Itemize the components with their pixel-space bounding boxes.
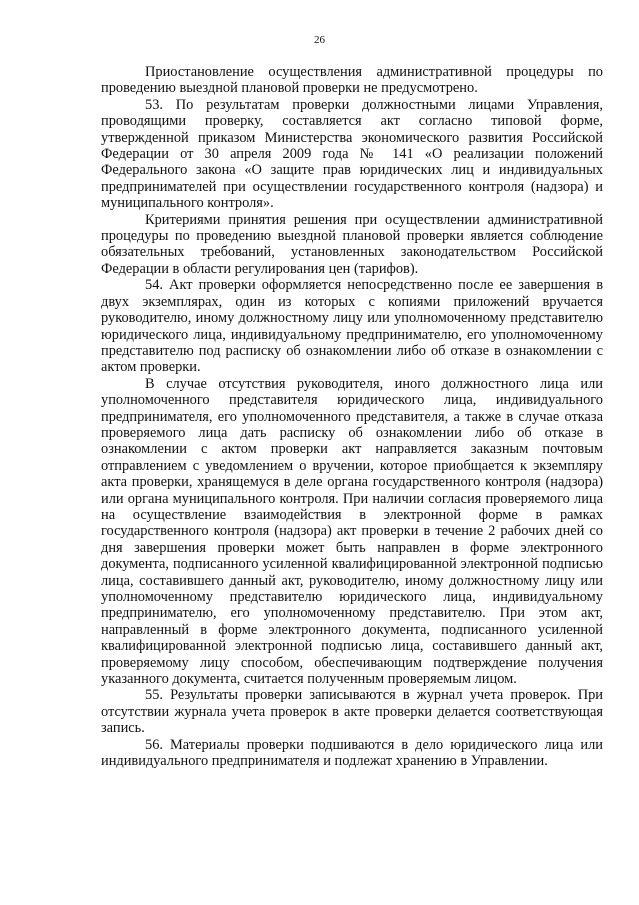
page-number: 26 — [314, 34, 325, 46]
paragraph: В случае отсутствия руководителя, иного должностного лица или уполномоченного представителя юридического лица, индивидуального предпринимателя, его уполномоченного представителя, а также в случае отказа проверяемого лица дать расписку об ознакомлении либо об отказе в ознакомлении с актом проверки акт направляется заказным почтовым отправлением с уведомлением о вручении, которое приобщается к экземпляру акта проверки, хранящемуся в деле органа государственного контроля (надзора) или органа муниципального контроля. При наличии согласия проверяемого лица на осуществление взаимодействия в электронной форме в рамках государственного контроля (надзора) акт проверки в течение 2 рабочих дней со дня завершения проверки может быть направлен в форме электронного документа, подписанного усиленной квалифицированной электронной подписью лица, составившего данный акт, руководителю, иному должностному лицу или уполномоченному представителю юридического лица, индивидуальному предпринимателю, его уполномоченному представителю. При этом акт, направленный в форме электронного документа, подписанного усиленной квалифицированной электронной подписью лица, составившего данный акт, проверяемому лицу способом, обеспечивающим подтверждение получения указанного документа, считается полученным проверяемым лицом. — [101, 375, 603, 688]
paragraph: Критериями принятия решения при осуществлении административной процедуры по проведению выездной плановой проверки является соблюдение обязательных требований, установленных законодательством Российской Федерации в области регулирования цен (тарифов). — [101, 211, 603, 277]
paragraph: 56. Материалы проверки подшиваются в дело юридического лица или индивидуального предпринимателя и подлежат хранению в Управлении. — [101, 736, 603, 770]
paragraph: Приостановление осуществления административной процедуры по проведению выездной плановой проверки не предусмотрено. — [101, 64, 603, 97]
paragraph: 53. По результатам проверки должностными лицами Управления, проводящими проверку, составляется акт согласно типовой форме, утвержденной приказом Министерства экономического развития Российской Федерации от 30 апреля 2009 года № 141 «О реализации положений Федерального закона «О защите прав юридических лиц и индивидуальных предпринимателей при осуществлении государственного контроля (надзора) и муниципального контроля». — [101, 96, 603, 212]
document-body — [101, 64, 603, 769]
paragraph: 55. Результаты проверки записываются в журнал учета проверок. При отсутствии журнала учета проверок в акте проверки делается соответствующая запись. — [101, 687, 603, 737]
paragraph: 54. Акт проверки оформляется непосредственно после ее завершения в двух экземплярах, один из которых с копиями приложений вручается руководителю, иному должностному лицу или уполномоченному представителю юридического лица, индивидуальному предпринимателю, его уполномоченному представителю под расписку об ознакомлении либо об отказе в ознакомлении с актом проверки. — [101, 277, 603, 376]
